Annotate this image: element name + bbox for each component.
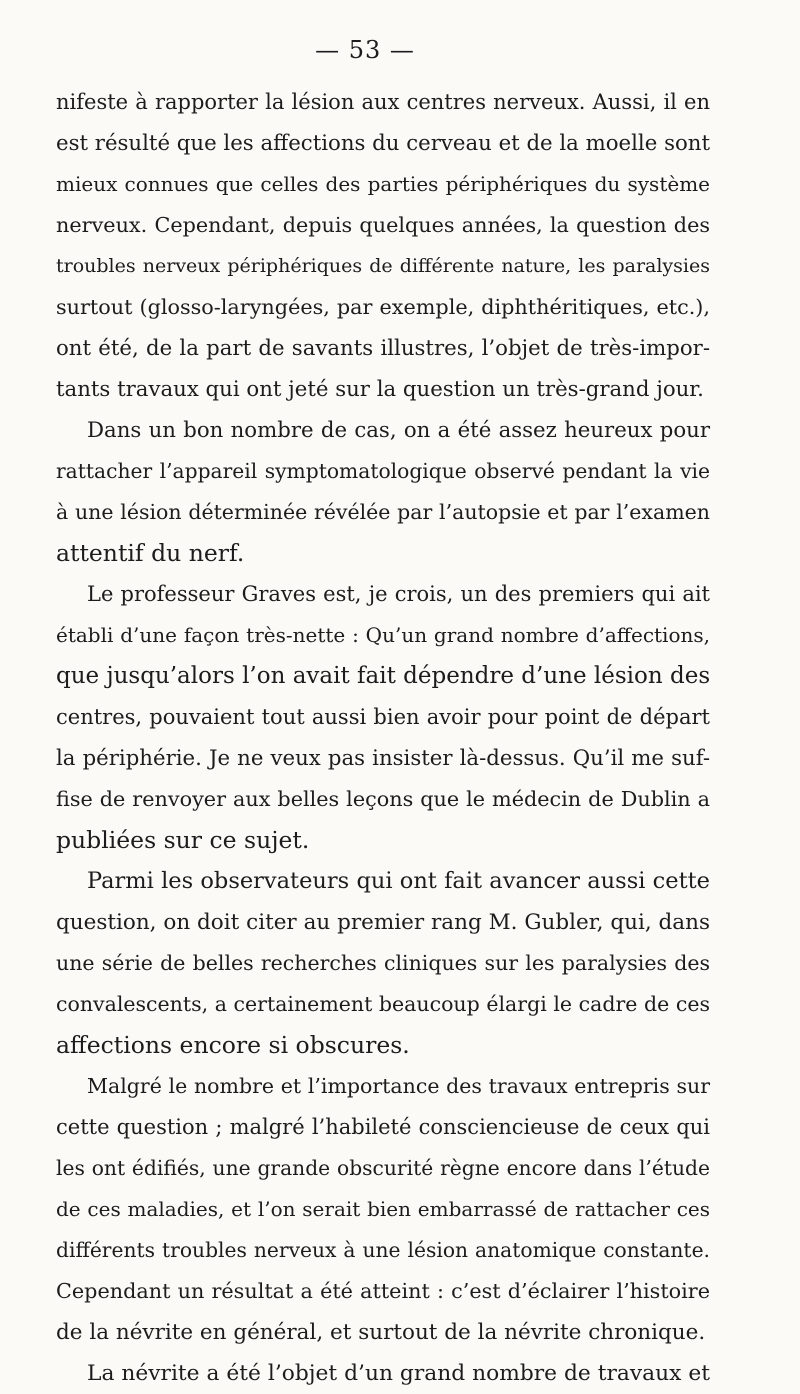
text-line: à une lésion déterminée révélée par l’autopsie et par l’examen	[56, 500, 710, 524]
text-line: fise de renvoyer aux belles leçons que le médecin de Dublin a	[56, 787, 710, 811]
text-line: que jusqu’alors l’on avait fait dépendre d’une lésion des	[56, 663, 711, 689]
page-number: — 53 —	[315, 36, 415, 64]
text-line: surtout (glosso-laryngées, par exemple, diphthéritiques, etc.),	[56, 295, 710, 319]
text-line: mieux connues que celles des parties périphériques du système	[56, 172, 710, 196]
text-line: une série de belles recherches cliniques sur les paralysies des	[56, 951, 710, 975]
text-line: La névrite a été l’objet d’un grand nombre de travaux et	[87, 1361, 710, 1386]
text-line: publiées sur ce sujet.	[56, 826, 310, 854]
text-line: Cependant un résultat a été atteint : c’est d’éclairer l’histoire	[56, 1279, 710, 1303]
text-line: affections encore si obscures.	[56, 1031, 410, 1059]
text-line: Malgré le nombre et l’importance des travaux entrepris sur	[87, 1074, 710, 1098]
text-line: Parmi les observateurs qui ont fait avancer aussi cette	[87, 868, 710, 894]
text-line: Le professeur Graves est, je crois, un des premiers qui ait	[87, 582, 710, 606]
text-line: convalescents, a certainement beaucoup élargi le cadre de ces	[56, 992, 710, 1016]
text-line: centres, pouvaient tout aussi bien avoir pour point de départ	[56, 705, 710, 729]
text-line: différents troubles nerveux à une lésion anatomique constante.	[56, 1238, 710, 1262]
text-line: nerveux. Cependant, depuis quelques années, la question des	[56, 213, 710, 237]
body-text	[56, 82, 710, 1394]
text-line: attentif du nerf.	[56, 539, 245, 567]
text-line: Dans un bon nombre de cas, on a été assez heureux pour	[87, 418, 710, 443]
text-line: tants travaux qui ont jeté sur la question un très-grand jour.	[56, 377, 704, 402]
text-line: troubles nerveux périphériques de différente nature, les paralysies	[56, 255, 710, 277]
text-line: cette question ; malgré l’habileté consciencieuse de ceux qui	[56, 1115, 710, 1139]
text-line: établi d’une façon très-nette : Qu’un grand nombre d’affections,	[56, 623, 710, 647]
text-line: la périphérie. Je ne veux pas insister là-dessus. Qu’il me suf-	[56, 746, 710, 771]
text-line: rattacher l’appareil symptomatologique observé pendant la vie	[56, 459, 710, 483]
text-line: question, on doit citer au premier rang M. Gubler, qui, dans	[56, 910, 710, 935]
text-line: nifeste à rapporter la lésion aux centres nerveux. Aussi, il en	[56, 90, 710, 114]
text-line: les ont édifiés, une grande obscurité règne encore dans l’étude	[56, 1156, 710, 1180]
text-line: de la névrite en général, et surtout de la névrite chronique.	[56, 1320, 706, 1345]
text-line: est résulté que les affections du cerveau et de la moelle sont	[56, 131, 710, 156]
text-line: ont été, de la part de savants illustres, l’objet de très-impor-	[56, 336, 710, 361]
text-line: de ces maladies, et l’on serait bien embarrassé de rattacher ces	[56, 1197, 710, 1221]
